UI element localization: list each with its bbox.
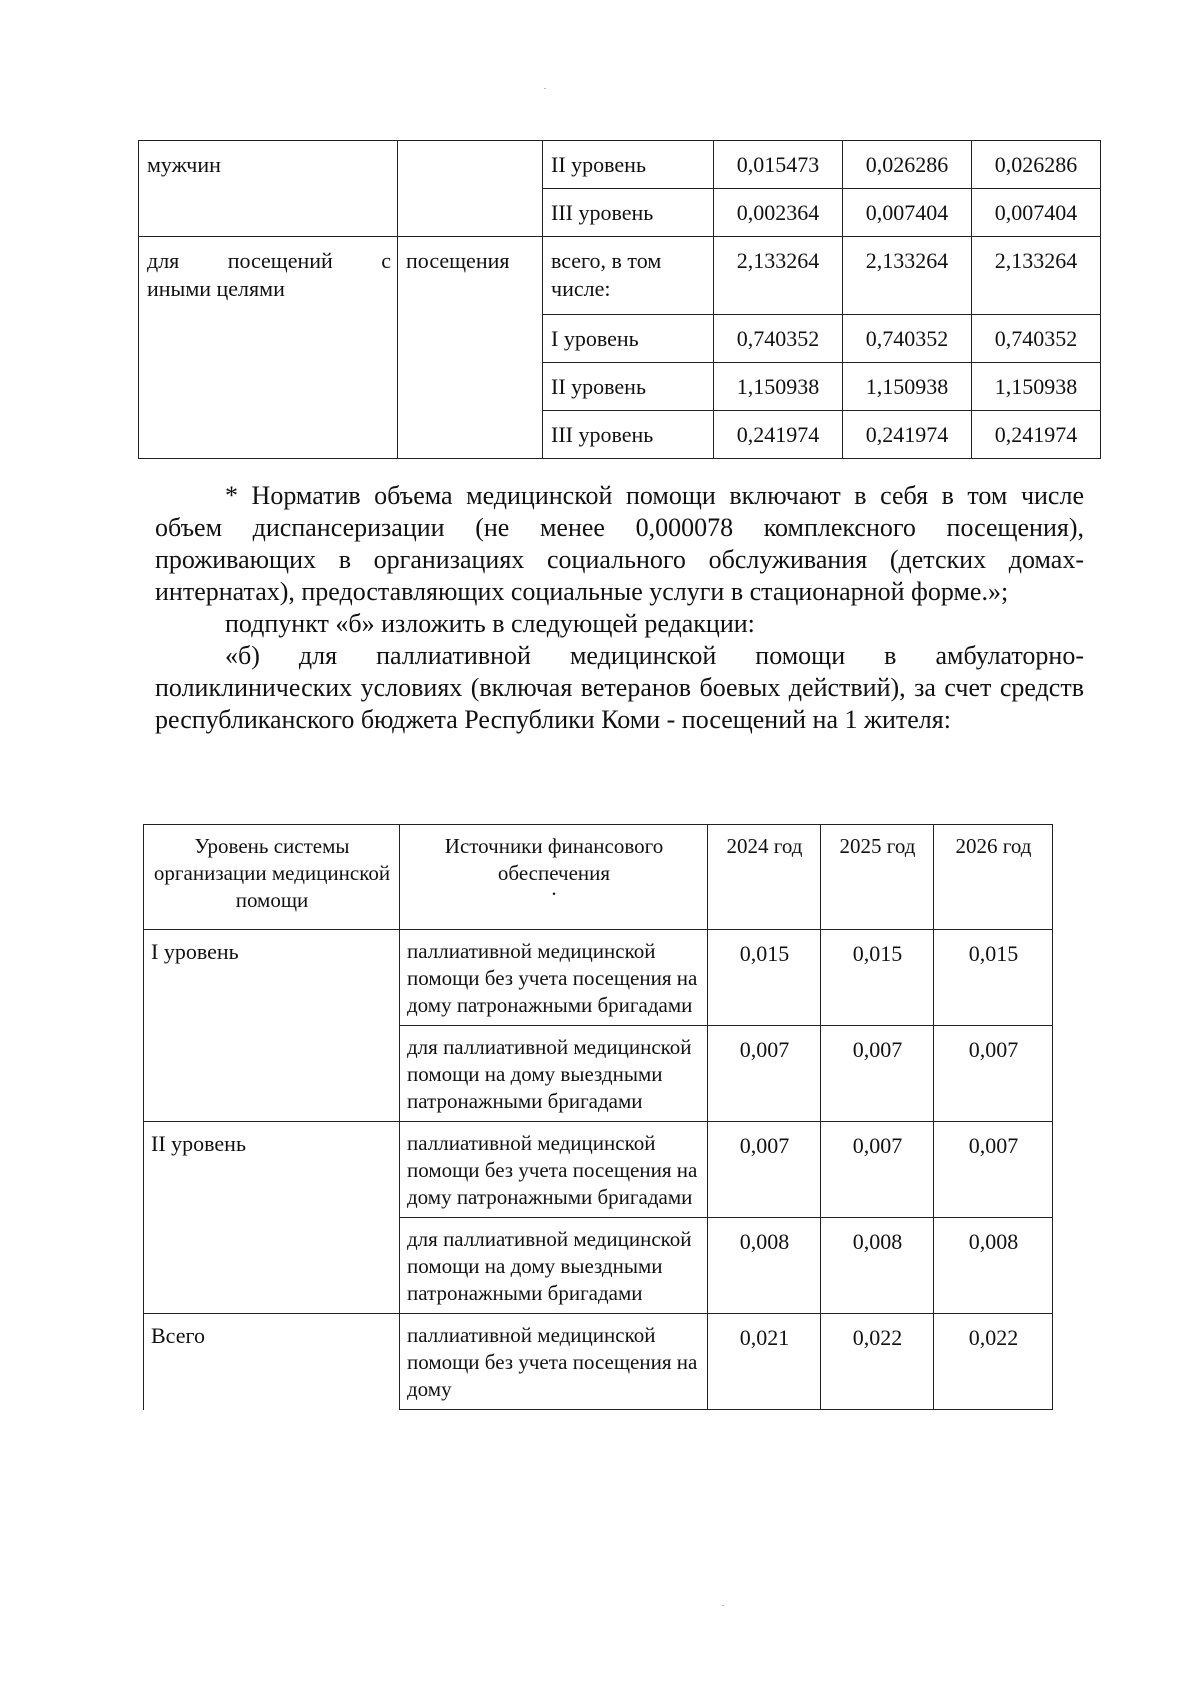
value-2026: 2,133264 [972, 237, 1101, 315]
value-2025: 0,022 [821, 1314, 934, 1410]
value-2025: 0,026286 [843, 141, 972, 189]
top-table [138, 140, 1101, 459]
value-2026: 0,007 [934, 1122, 1053, 1218]
level-cell: II уровень [543, 141, 714, 189]
value-2025: 1,150938 [843, 363, 972, 411]
row-label [139, 141, 398, 237]
value-2026: 0,740352 [972, 315, 1101, 363]
row-label-text: мужчин [147, 152, 221, 177]
value-2024: 2,133264 [714, 237, 843, 315]
value-2024: 0,007 [708, 1026, 821, 1122]
header-2026: 2026 год [934, 825, 1053, 930]
scan-mark [544, 88, 546, 89]
value-2025: 0,007 [821, 1122, 934, 1218]
value-2024: 0,740352 [714, 315, 843, 363]
row-label-line: для посещений с [147, 248, 391, 273]
source-cell: паллиативной медицинской помощи без учета посещения на дому [400, 1314, 708, 1410]
value-2025: 0,740352 [843, 315, 972, 363]
header-row [144, 825, 1053, 930]
instruction-paragraph: подпункт «б» изложить в следующей редакции: [225, 609, 755, 638]
value-2024: 0,015 [708, 930, 821, 1026]
value-2026: 0,241974 [972, 411, 1101, 459]
unit-cell [398, 141, 543, 237]
footnote-paragraph: * Норматив объема медицинской помощи включают в себя в том числе объем диспансеризации (не менее 0,000078 комплексного посещения), проживающих в организациях социального обслуживания (детских домах-интернатах), предоставляющих социальные услуги в стационарной форме.»; [155, 481, 1084, 606]
value-2024: 0,002364 [714, 189, 843, 237]
value-2025: 0,008 [821, 1218, 934, 1314]
source-cell: паллиативной медицинской помощи без учета посещения на дому патронажными бригадами [400, 1122, 708, 1218]
body-text [155, 480, 1084, 736]
value-2026: 0,026286 [972, 141, 1101, 189]
header-source-dot: · [550, 882, 558, 906]
level-cell: III уровень [543, 189, 714, 237]
value-2024: 0,008 [708, 1218, 821, 1314]
value-2024: 0,015473 [714, 141, 843, 189]
value-2025: 0,007 [821, 1026, 934, 1122]
value-2026: 1,150938 [972, 363, 1101, 411]
unit-cell: посещения [398, 237, 543, 459]
value-2026: 0,022 [934, 1314, 1053, 1410]
table-row [139, 237, 1101, 315]
table-row [144, 1122, 1053, 1218]
value-2025: 0,241974 [843, 411, 972, 459]
row-label-line: иными целями [147, 276, 285, 301]
level-cell: всего, в том числе: [543, 237, 714, 315]
header-2025: 2025 год [821, 825, 934, 930]
header-source-text: Источники финансового обеспечения [444, 834, 664, 885]
source-cell: для паллиативной медицинской помощи на дому выездными патронажными бригадами [400, 1026, 708, 1122]
level-cell: I уровень [144, 930, 400, 1122]
level-cell: II уровень [144, 1122, 400, 1314]
scan-mark [722, 1605, 724, 1606]
value-2025: 0,007404 [843, 189, 972, 237]
table-row [144, 930, 1053, 1026]
value-2024: 0,007 [708, 1122, 821, 1218]
value-2026: 0,008 [934, 1218, 1053, 1314]
level-cell: III уровень [543, 411, 714, 459]
row-label [139, 237, 398, 459]
value-2026: 0,015 [934, 930, 1053, 1026]
value-2024: 0,241974 [714, 411, 843, 459]
table-row [144, 1314, 1053, 1410]
value-2025: 0,015 [821, 930, 934, 1026]
source-cell: паллиативной медицинской помощи без учета посещения на дому патронажными бригадами [400, 930, 708, 1026]
value-2026: 0,007 [934, 1026, 1053, 1122]
value-2025: 2,133264 [843, 237, 972, 315]
source-cell: для паллиативной медицинской помощи на дому выездными патронажными бригадами [400, 1218, 708, 1314]
value-2026: 0,007404 [972, 189, 1101, 237]
level-cell: I уровень [543, 315, 714, 363]
header-2024: 2024 год [708, 825, 821, 930]
value-2024: 1,150938 [714, 363, 843, 411]
palliative-table [143, 824, 1053, 1410]
header-source [400, 825, 708, 930]
value-2024: 0,021 [708, 1314, 821, 1410]
clause-paragraph: «б) для паллиативной медицинской помощи в амбулаторно-поликлинических условиях (включая ветеранов боевых действий), за счет средств республиканского бюджета Республики Коми - посещений на 1 жителя: [155, 641, 1084, 734]
header-level: Уровень системы организации медицинской помощи [144, 825, 400, 930]
table-row [139, 141, 1101, 189]
level-cell: II уровень [543, 363, 714, 411]
level-cell: Всего [144, 1314, 400, 1410]
